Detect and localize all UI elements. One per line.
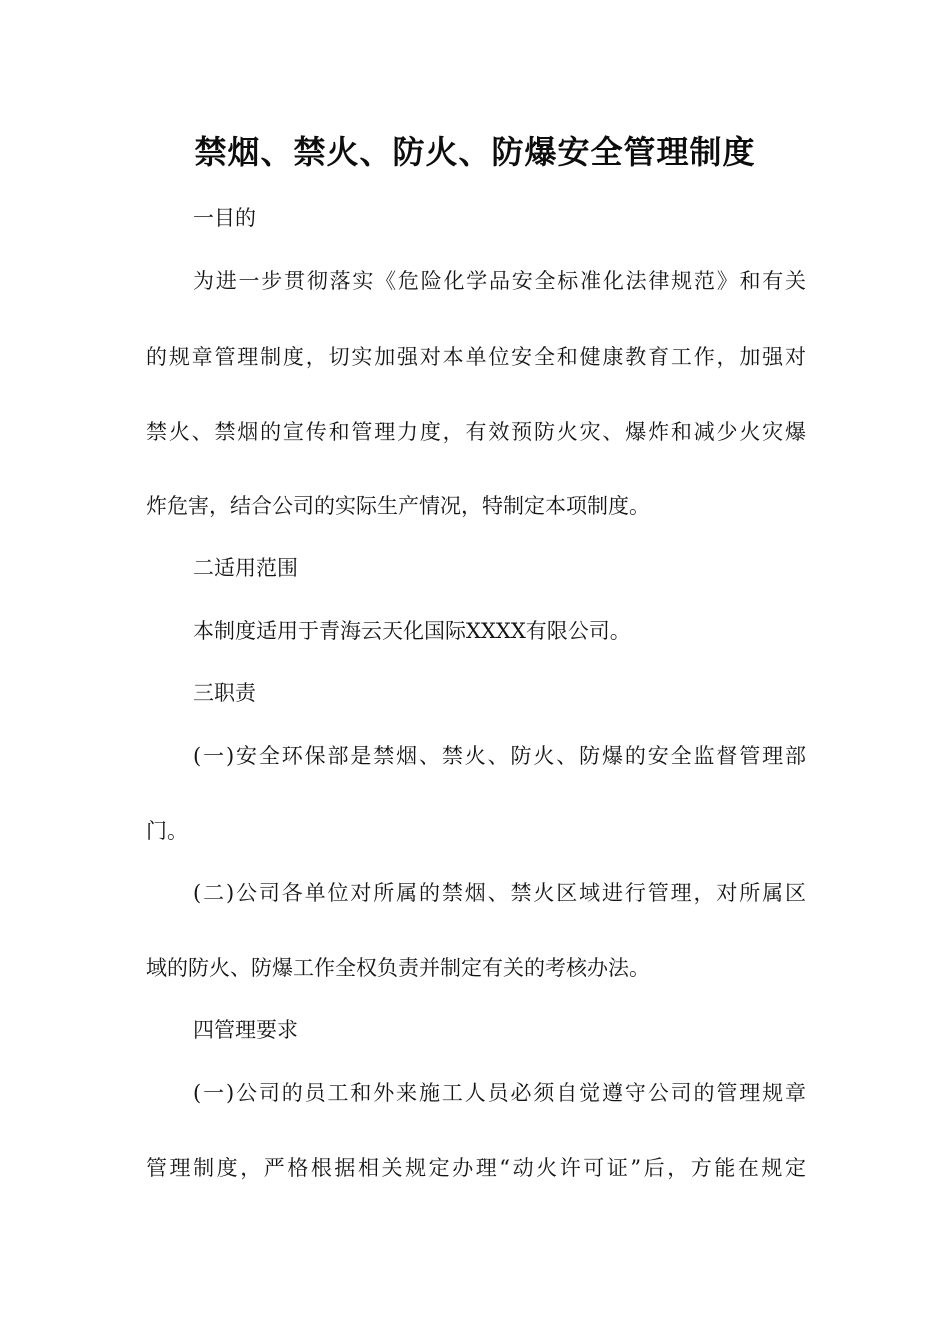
section-heading-duties: 三职责 bbox=[193, 681, 256, 705]
paragraph-line: 禁火、禁烟的宣传和管理力度，有效预防火灾、爆炸和减少火灾爆 bbox=[146, 420, 806, 444]
paragraph-line: 炸危害，结合公司的实际生产情况，特制定本项制度。 bbox=[146, 494, 650, 518]
paragraph-line: 为进一步贯彻落实《危险化学品安全标准化法律规范》和有关 bbox=[193, 269, 806, 293]
paragraph-line: 本制度适用于青海云天化国际XXXX有限公司。 bbox=[193, 619, 631, 643]
list-item-line: 管理制度，严格根据相关规定办理“动火许可证”后，方能在规定 bbox=[146, 1156, 806, 1180]
paragraph-line: 的规章管理制度，切实加强对本单位安全和健康教育工作，加强对 bbox=[146, 345, 806, 369]
list-item-line: (二)公司各单位对所属的禁烟、禁火区域进行管理，对所属区 bbox=[193, 881, 806, 905]
document-title: 禁烟、禁火、防火、防爆安全管理制度 bbox=[194, 133, 756, 171]
list-item-line: 域的防火、防爆工作全权负责并制定有关的考核办法。 bbox=[146, 956, 650, 980]
list-item-line: (一)安全环保部是禁烟、禁火、防火、防爆的安全监督管理部 bbox=[193, 744, 806, 768]
section-heading-scope: 二适用范围 bbox=[193, 556, 298, 580]
section-heading-requirements: 四管理要求 bbox=[193, 1018, 298, 1042]
section-heading-purpose: 一目的 bbox=[193, 206, 256, 230]
list-item-line: (一)公司的员工和外来施工人员必须自觉遵守公司的管理规章 bbox=[193, 1081, 806, 1105]
list-item-line: 门。 bbox=[146, 819, 188, 843]
